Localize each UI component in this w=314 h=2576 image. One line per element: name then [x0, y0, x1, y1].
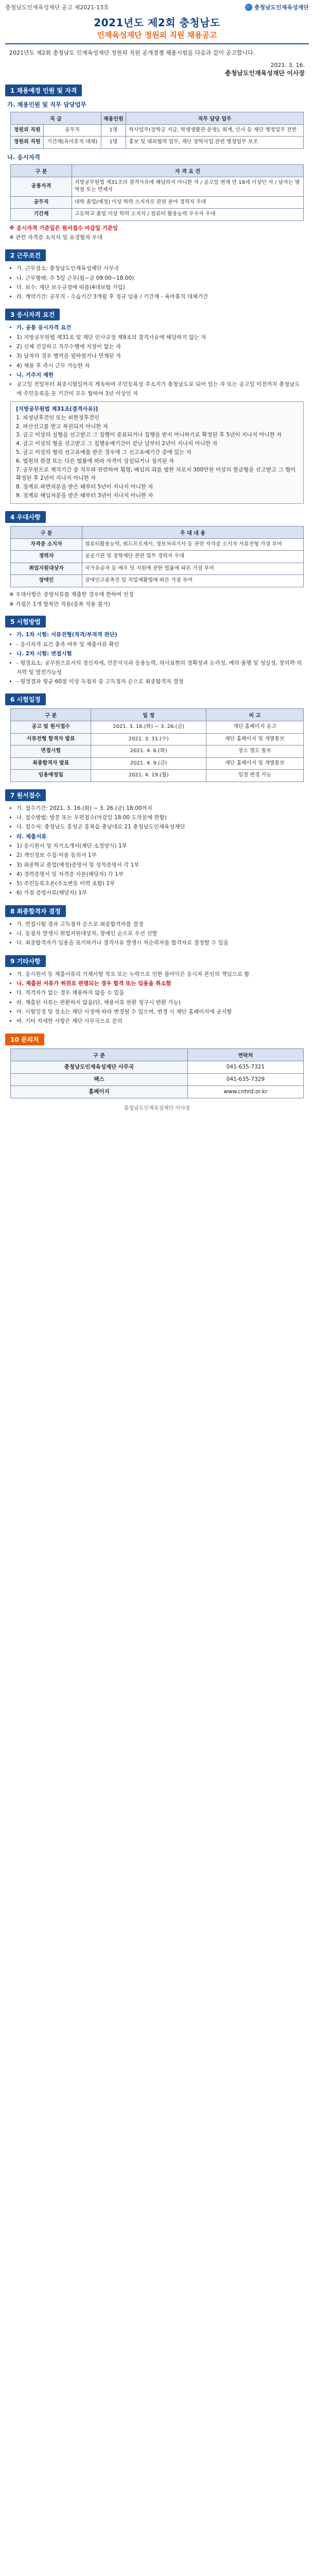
box-item: 9. 징계로 해임처분을 받은 때부터 3년이 지나지 아니한 자 [16, 492, 153, 499]
table-row [11, 209, 304, 221]
box-title: [지방공무원법 제31조(결격사유)] [16, 405, 98, 412]
section-title: 1 채용예정 인원 및 자격 [5, 84, 82, 96]
table-row [11, 124, 304, 137]
misc-list [16, 970, 305, 1026]
list-item: • 4) 채용 후 즉시 근무 가능한 자 [16, 362, 305, 370]
table-row [11, 563, 304, 575]
table-row [11, 1061, 304, 1073]
homepage-link[interactable]: www.cnhrd.or.kr [187, 1086, 303, 1098]
main-title: 2021년도 제2회 충청남도 [94, 16, 220, 29]
cell: 정원외 직원 [11, 124, 44, 137]
table-row [11, 137, 304, 149]
list-item: • 나. 동점자 발생시 취업지원대상자, 장애인 순으로 우선 선발 [16, 929, 305, 938]
list-item: • 다. 최종합격자가 임용을 포기하거나 결격사유 발생시 차순위자를 합격자로 결정할 수 있음 [16, 939, 305, 947]
table-row [11, 1086, 304, 1098]
announce-date: 2021. 3. 16. [270, 61, 305, 69]
table-row [11, 721, 304, 734]
cell: 학사업무(장학금 지급, 학생생활관 운영), 회계, 인사 등 재단 행정업무 전반 [126, 124, 304, 137]
table-row [11, 770, 304, 782]
col-header: 구 분 [11, 526, 82, 538]
cell: 2021. 4. 6.(화) [91, 745, 206, 758]
list-item: • 5) 주민등록초본(주소변동 이력 포함) 1부 [16, 879, 305, 888]
cell: 서류전형 합격자 발표 [11, 733, 91, 745]
list-item: • 1) 응시원서 및 자기소개서(재단 소정양식) 1부 [16, 842, 305, 851]
list-item: • 라. 계약기간: 공무직 - 수습기간 3개월 후 정규 임용 / 기간제 - 육아휴직 대체기간 [16, 293, 305, 301]
col-header: 우 대 내 용 [82, 526, 304, 538]
cell: 장소 별도 통보 [206, 745, 303, 758]
table-row [11, 551, 304, 563]
section-9 [5, 955, 309, 967]
list-item: • 가. 접수기간: 2021. 3. 16.(화) ~ 3. 26.(금) 18:00까지 [16, 804, 305, 813]
phone-number: 041-635-7321 [187, 1061, 303, 1073]
cell: 2021. 4. 9.(금) [91, 757, 206, 770]
list-item: • 2) 개인정보 수집·이용 동의서 1부 [16, 851, 305, 860]
cell: 팩스 [11, 1073, 188, 1086]
list-item: • - 평정결과 평균 60점 이상 득점자 중 고득점자 순으로 최종합격자 결정 [16, 677, 305, 686]
col-header: 채용인원 [101, 112, 126, 124]
list-item: • 2) 신체 건강하고 직무수행에 지장이 없는 자 [16, 343, 305, 351]
cell: 충청남도인재육성재단 사무국 [11, 1061, 188, 1073]
cell: 컴퓨터활용능력, 워드프로세서, 정보처리기사 등 관련 자격증 소지자 서류전형 가점 부여 [82, 538, 304, 551]
application-list [16, 804, 305, 898]
list-item: • 3) 최종학교 졸업(예정)증명서 및 성적증명서 각 1부 [16, 861, 305, 870]
list-item: • 가. 1차 시험: 서류전형(적격/부적격 판단) [16, 631, 305, 639]
section-4 [5, 511, 309, 523]
cell: 경력자 [11, 551, 82, 563]
list-item: • 마. 시험일정 및 장소는 재단 사정에 따라 변경될 수 있으며, 변경 시 재단 홈페이지에 공지함 [16, 1008, 305, 1016]
section-2 [5, 249, 309, 261]
list-item: • 가. 공통 응시자격 요건 [16, 324, 305, 332]
org-logo [245, 3, 309, 11]
cell: 면접시험 [11, 745, 91, 758]
list-item: • 1) 지방공무원법 제31조 및 재단 인사규정 제9조의 결격사유에 해당하지 않는 자 [16, 333, 305, 342]
cell: 2021. 3. 31.(수) [91, 733, 206, 745]
section-title: 5 시험방법 [5, 616, 46, 628]
cell: 1명 [101, 124, 126, 137]
list-item: • 다. 적격자가 없는 경우 채용하지 않을 수 있음 [16, 989, 305, 997]
exam-method-list [16, 631, 305, 686]
table-row [11, 745, 304, 758]
list-item: • 라. 제출서류 [16, 833, 305, 841]
col-header: 비 고 [206, 709, 303, 721]
cell: 홈페이지 [11, 1086, 188, 1098]
page [0, 0, 314, 1111]
cell: 국가유공자 등 예우 및 지원에 관한 법률에 따른 가점 부여 [82, 563, 304, 575]
section-7 [5, 789, 309, 801]
list-item: • 가. 근무장소: 충청남도인재육성재단 사무국 [16, 264, 305, 273]
cell: 2021. 3. 16.(화) ~ 3. 26.(금) [91, 721, 206, 734]
col-header: 직무 담당 업무 [126, 112, 304, 124]
contact-table [10, 1048, 304, 1099]
recruitment-table [10, 112, 304, 149]
list-item: • 3) 남자의 경우 병역을 필하였거나 면제된 자 [16, 352, 305, 361]
cell: 장애인고용촉진 및 직업재활법에 따른 가점 부여 [82, 575, 304, 587]
cell: 2021. 4. 19.(월) [91, 770, 206, 782]
title-block [5, 12, 309, 44]
preference-table [10, 526, 304, 587]
note: ※ 응시자격 기준일은 원서접수 마감일 기준임 [9, 225, 118, 231]
cell: 장애인 [11, 575, 82, 587]
table-row [11, 733, 304, 745]
col-header: 구 분 [11, 709, 91, 721]
cell: 공무직 [44, 124, 101, 137]
cell: 기간제(육아휴직 대체) [44, 137, 101, 149]
cell: 공무직 [11, 196, 72, 209]
logo-icon [245, 4, 252, 11]
list-item: • 가. 응시원서 등 제출서류의 기재사항 착오 또는 누락으로 인한 불이익은 응시자 본인의 책임으로 함 [16, 970, 305, 979]
box-item: 7. 공무원으로 재직기간 중 직무와 관련하여 횡령, 배임의 죄를 범한 자로서 300만원 이상의 벌금형을 선고받고 그 형이 확정된 후 2년이 지나지 아니한 자 [16, 466, 296, 482]
cell: 공공기관 및 장학재단 관련 업무 경력자 우대 [82, 551, 304, 563]
schedule-table [10, 708, 304, 782]
conditions-list [16, 264, 305, 301]
disqualification-box [10, 401, 304, 504]
table-row [11, 757, 304, 770]
list-item: • 바. 기타 자세한 사항은 재단 사무국으로 문의 [16, 1017, 305, 1026]
section-3 [5, 309, 309, 320]
list-item: • 나. 거주지 제한 [16, 371, 305, 380]
list-item: • 나. 접수방법: 방문 또는 우편접수(마감일 18:00 도착분에 한함) [16, 814, 305, 822]
list-item: • - 응시자격 요건 충족 여부 및 제출서류 확인 [16, 640, 305, 649]
subheading: 가. 채용인원 및 직무 담당업무 [7, 100, 86, 108]
sub-title: 인재육성재단 정원외 직원 채용공고 [97, 30, 217, 40]
col-header: 연락처 [187, 1048, 303, 1061]
section-title: 9 기타사항 [5, 955, 46, 967]
section-title: 7 원서접수 [5, 789, 46, 801]
col-header: 구 분 [11, 1048, 188, 1061]
section-title: 6 시험일정 [5, 693, 46, 705]
cell: 1명 [101, 137, 126, 149]
box-item: 3. 금고 이상의 실형을 선고받고 그 집행이 종료되거나 집행을 받지 아니하기로 확정된 후 5년이 지나지 아니한 자 [16, 432, 282, 438]
section-8 [5, 905, 309, 917]
list-item: • 라. 제출된 서류는 반환하지 않음(단, 채용서류 반환 청구시 반환 가능) [16, 998, 305, 1007]
cell: 일정 변경 가능 [206, 770, 303, 782]
list-item: • 나. 제출된 서류가 허위로 판명되는 경우 합격 또는 임용을 취소함 [16, 979, 305, 988]
doc-header [0, 0, 314, 12]
box-item: 2. 파산선고를 받고 복권되지 아니한 자 [16, 423, 108, 430]
announce-org: 충청남도인재육성재단 이사장 [225, 69, 305, 77]
section-title: 2 근무조건 [5, 249, 46, 261]
section-5 [5, 616, 309, 628]
cell: 지방공무원법 제31조의 결격사유에 해당하지 아니한 자 / 공고일 현재 만 18세 이상인 자 / 남자는 병역필 또는 면제자 [72, 177, 304, 196]
cell: 재단 홈페이지 및 개별통보 [206, 733, 303, 745]
table-row [11, 177, 304, 196]
qualification-table [10, 164, 304, 221]
section-10 [5, 1033, 309, 1045]
list-item: • 다. 보수: 재단 보수규정에 따름(4대보험 가입) [16, 283, 305, 292]
col-header: 구 분 [11, 164, 72, 177]
col-header: 자 격 요 건 [72, 164, 304, 177]
cell: 최종합격자 발표 [11, 757, 91, 770]
section-title: 8 최종합격자 결정 [5, 905, 66, 917]
eligibility-list [16, 324, 305, 398]
final-decision-list [16, 920, 305, 948]
subheading: 나. 응시자격 [7, 153, 40, 161]
cell: 자격증 소지자 [11, 538, 82, 551]
list-item: • 가. 면접시험 결과 고득점자 순으로 최종합격자를 결정 [16, 920, 305, 929]
col-header: 일 정 [91, 709, 206, 721]
note: ※ 가점은 1개 항목만 적용(중복 적용 불가) [9, 601, 110, 607]
note: ※ 우대사항은 증빙서류를 제출한 경우에 한하여 인정 [9, 591, 134, 598]
cell: 공통자격 [11, 177, 72, 196]
table-row [11, 196, 304, 209]
cell: 정원외 직원 [11, 137, 44, 149]
box-item: 1. 피성년후견인 또는 피한정후견인 [16, 414, 100, 421]
col-header: 직 급 [11, 112, 101, 124]
footer-org: 충청남도인재육성재단 이사장 [124, 1106, 190, 1112]
box-item: 5. 금고 이상의 형의 선고유예를 받은 경우에 그 선고유예기간 중에 있는 자 [16, 449, 191, 455]
list-item: • 공고일 전일부터 최종시험일까지 계속하여 주민등록상 주소지가 충청남도로 되어 있는 자 또는 공고일 이전까지 충청남도에 주민등록을 둔 기간이 모두 합하여 3년 이상인 자 [16, 380, 305, 398]
org-short-name: 충청남도인재육성재단 [254, 4, 309, 11]
box-item: 8. 징계로 파면처분을 받은 때부터 5년이 지나지 아니한 자 [16, 484, 153, 490]
list-item: • 6) 가점 증빙서류(해당자) 1부 [16, 889, 305, 897]
cell: 취업지원대상자 [11, 563, 82, 575]
cell: 공고 및 원서접수 [11, 721, 91, 734]
note: ※ 관련 자격증 소지자 및 유경험자 우대 [9, 234, 102, 241]
cell: 고등학교 졸업 이상 학력 소지자 / 컴퓨터 활용능력 우수자 우대 [72, 209, 304, 221]
fax-number: 041-635-7329 [187, 1073, 303, 1086]
list-item: • 나. 2차 시험: 면접시험 [16, 650, 305, 658]
cell: 임용예정일 [11, 770, 91, 782]
intro-text: 2021년도 제2회 충청남도 인재육성재단 정원외 직원 공개경쟁 채용시험을 다음과 같이 공고합니다. [9, 49, 255, 56]
cell: 홍보 및 대외협력 업무, 재단 장학사업 관련 행정업무 보조 [126, 137, 304, 149]
cell: 기간제 [11, 209, 72, 221]
table-row [11, 575, 304, 587]
box-item: 4. 금고 이상의 형을 선고받고 그 집행유예기간이 끝난 날부터 2년이 지나지 아니한 자 [16, 440, 218, 447]
section-1 [5, 84, 309, 96]
table-row [11, 538, 304, 551]
section-6 [5, 693, 309, 705]
section-title: 4 우대사항 [5, 511, 46, 523]
section-title: 3 응시자격 요건 [5, 309, 60, 320]
box-item: 6. 법원의 판결 또는 다른 법률에 따라 자격이 상실되거나 정지된 자 [16, 457, 175, 464]
table-row [11, 1073, 304, 1086]
list-item: • 4) 경력증명서 및 자격증 사본(해당자) 각 1부 [16, 870, 305, 879]
cell: 재단 홈페이지 및 개별통보 [206, 757, 303, 770]
cell: 대학 졸업(예정) 이상 학력 소지자로 관련 분야 경력자 우대 [72, 196, 304, 209]
list-item: • - 평정요소: 공무원으로서의 정신자세, 전문지식과 응용능력, 의사표현의 정확성과 논리성, 예의·품행 및 성실성, 창의력·의지력 및 발전가능성 [16, 659, 305, 677]
announcement-number: 충청남도인재육성재단 공고 제2021-13호 [5, 4, 109, 11]
cell: 재단 홈페이지 공고 [206, 721, 303, 734]
list-item: • 나. 근무형태: 주 5일 근무(월~금 09:00~18:00) [16, 274, 305, 283]
section-title: 10 문의처 [5, 1033, 44, 1045]
list-item: • 다. 접수처: 충청남도 홍성군 홍북읍 충남대로 21 충청남도인재육성재단 [16, 823, 305, 832]
